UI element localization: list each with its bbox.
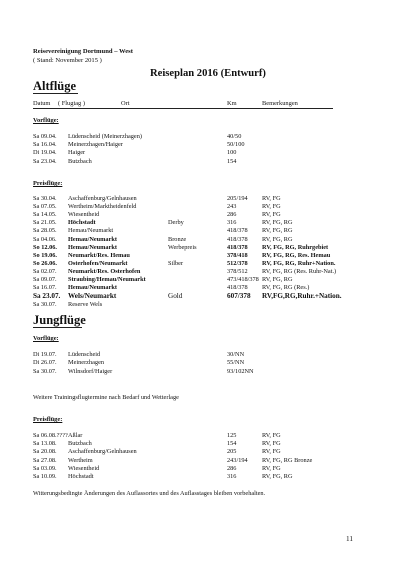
flight-remarks: RV, FG xyxy=(262,195,281,202)
flight-row xyxy=(33,203,373,211)
stand-date: ( Stand: November 2015 ) xyxy=(33,57,102,64)
flight-row xyxy=(33,141,373,149)
flight-location: Höchstadt xyxy=(68,473,94,480)
flight-prize-note: Bronze xyxy=(168,235,187,243)
flight-location: Lüdenscheid (Meinerzhagen) xyxy=(68,133,142,140)
column-header-ort: Ort xyxy=(121,100,130,107)
flight-distance: 243 xyxy=(227,203,237,211)
flight-date: Sa 07.05. xyxy=(33,203,57,211)
flight-remarks: RV, FG, RG, Res. Hemau xyxy=(262,251,331,259)
flight-row xyxy=(33,149,373,157)
flight-date: Sa 03.09. xyxy=(33,464,57,472)
flight-location: Wertheim/Marktheidenfeld xyxy=(68,203,137,211)
flight-distance: 286 xyxy=(227,211,237,219)
flight-prize-note: Werbepreis xyxy=(168,243,197,251)
subheading-jung-preisfluege: Preisflüge: xyxy=(33,416,63,423)
flight-row xyxy=(33,440,373,448)
column-header-flugtag: ( Flugtag ) xyxy=(58,100,85,107)
flight-date: So 26.06. xyxy=(33,259,57,267)
flight-location: Lüdenscheid xyxy=(68,351,101,358)
flight-distance: 286 xyxy=(227,464,237,472)
footer-note: Witterungsbedingte Änderungen des Auflassortes und des Auflasstages bleiben vorbehalten. xyxy=(33,490,266,497)
flight-remarks: RV, FG, RG (Res. Ruhr-Nat.) xyxy=(262,267,337,275)
flight-location: Höchstadt xyxy=(68,219,96,227)
flight-distance: 125 xyxy=(227,432,237,439)
flight-row xyxy=(33,211,373,219)
flight-date: Di 19.07. xyxy=(33,351,57,358)
flight-row xyxy=(33,219,373,227)
flight-remarks: RV, FG xyxy=(262,211,281,219)
flight-date: Sa 30.07. xyxy=(33,300,57,308)
flight-location: Aschaffenburg/Gelnhausen xyxy=(68,195,137,202)
flight-date: Sa 28.05. xyxy=(33,227,57,235)
flight-location: Wels/Neumarkt xyxy=(68,292,117,301)
flight-row xyxy=(33,292,373,300)
flight-date: Sa 23.07. xyxy=(33,292,61,301)
subheading-vorfluege: Vorflüge: xyxy=(33,117,59,124)
flight-location: Osterhofen/Neumarkt xyxy=(68,259,128,267)
flight-distance: 205/194 xyxy=(227,195,248,202)
flight-distance: 30/NN xyxy=(227,351,245,358)
flight-row xyxy=(33,359,373,367)
organization-name: Reisevereinigung Dortmund – West xyxy=(33,48,133,55)
flight-location: Wiesentheid xyxy=(68,464,100,472)
flight-location: Meinerzhagen xyxy=(68,359,105,367)
flight-date: Sa 27.08. xyxy=(33,456,57,464)
flight-location: Hemau/Neumarkt xyxy=(68,227,114,235)
flight-row xyxy=(33,351,373,359)
flight-row xyxy=(33,227,373,235)
flight-distance: 473/418/378 xyxy=(227,276,259,283)
flight-location: Hemau/Neumarkt xyxy=(68,235,117,243)
flight-location: Hemau/Neumarkt xyxy=(68,243,117,251)
flight-location: Neumarkt/Res. Hemau xyxy=(68,251,130,259)
document-title: Reiseplan 2016 (Entwurf) xyxy=(150,68,266,79)
flight-distance: 93/102NN xyxy=(227,367,254,375)
subheading-jung-vorfluege: Vorflüge: xyxy=(33,335,59,342)
flight-location: Aßlar xyxy=(68,432,83,439)
flight-location: Wilnsdorf/Haiger xyxy=(68,367,113,375)
flight-date: Di 26.07. xyxy=(33,359,57,367)
flight-row xyxy=(33,368,373,376)
flight-remarks: RV, FG, RG xyxy=(262,473,293,480)
flight-distance: 205 xyxy=(227,448,237,456)
flight-distance: 378/512 xyxy=(227,267,248,275)
flight-remarks: RV, FG xyxy=(262,432,281,439)
flight-row xyxy=(33,465,373,473)
flight-row xyxy=(33,252,373,260)
flight-date: So 19.06. xyxy=(33,251,57,259)
flight-location: Hemau/Neumarkt xyxy=(68,284,117,292)
flight-row xyxy=(33,284,373,292)
flight-row xyxy=(33,457,373,465)
flight-date: Sa 21.05. xyxy=(33,219,57,227)
flight-date: Sa 16.04. xyxy=(33,141,57,149)
flight-location: Haiger xyxy=(68,149,86,157)
flight-remarks: RV, FG xyxy=(262,448,281,456)
column-header-datum: Datum xyxy=(33,100,51,107)
flight-date: Sa 16.07. xyxy=(33,284,57,292)
flight-row xyxy=(33,448,373,456)
flight-distance: 418/378 xyxy=(227,284,248,292)
flight-date: Sa 13.08. xyxy=(33,440,57,448)
flight-remarks: RV, FG, RG Bronze xyxy=(262,456,313,464)
flight-remarks: RV, FG, RG xyxy=(262,235,293,243)
flight-remarks: RV,FG,RG,Ruhr.+Nation. xyxy=(262,292,342,301)
flight-date: Sa 04.06. xyxy=(33,235,57,243)
flight-distance: 100 xyxy=(227,149,237,157)
flight-distance: 154 xyxy=(227,440,237,448)
flight-remarks: RV, FG xyxy=(262,440,281,448)
flight-distance: 418/378 xyxy=(227,243,248,251)
page-number: 11 xyxy=(346,535,353,543)
subheading-preisfluege: Preisflüge: xyxy=(33,180,63,187)
flight-row xyxy=(33,195,373,203)
flight-row xyxy=(33,244,373,252)
flight-distance: 40/50 xyxy=(227,133,242,140)
flight-distance: 154 xyxy=(227,157,237,165)
flight-date: Sa 30.07. xyxy=(33,367,57,375)
flight-location: Meinerzhagen/Haiger xyxy=(68,141,123,149)
flight-location: Butzbach xyxy=(68,157,92,165)
flight-row xyxy=(33,158,373,166)
flight-distance: 512/378 xyxy=(227,259,248,267)
flight-date: Sa 14.05. xyxy=(33,211,57,219)
flight-date: Sa 09.07. xyxy=(33,276,57,283)
flight-location: Wiesentheid xyxy=(68,211,100,219)
flight-date: Sa 09.04. xyxy=(33,133,57,140)
flight-distance: 316 xyxy=(227,219,237,227)
flight-distance: 418/378 xyxy=(227,227,248,235)
flight-date: So 12.06. xyxy=(33,243,57,251)
flight-distance: 378/418 xyxy=(227,251,248,259)
flight-distance: 418/378 xyxy=(227,235,248,243)
flight-row xyxy=(33,236,373,244)
flight-distance: 607/378 xyxy=(227,292,251,301)
flight-date: Sa 30.04. xyxy=(33,195,57,202)
flight-prize-note: Derby xyxy=(168,219,184,227)
flight-date: Sa 06.08.???? xyxy=(33,432,68,439)
section-title-altfluege: Altflüge xyxy=(33,79,77,93)
flight-row xyxy=(33,473,373,481)
flight-date: Sa 02.07. xyxy=(33,267,57,275)
flight-location: Neumarkt/Res. Osterhofen xyxy=(68,267,141,275)
flight-row xyxy=(33,133,373,141)
flight-location: Reserve Wels xyxy=(68,300,103,308)
flight-row xyxy=(33,301,373,309)
flight-row xyxy=(33,276,373,284)
flight-remarks: RV, FG, RG xyxy=(262,227,293,235)
flight-remarks: RV, FG, RG (Res.) xyxy=(262,284,310,292)
flight-prize-note: Silber xyxy=(168,259,184,267)
flight-date: Sa 20.08. xyxy=(33,448,57,456)
flight-distance: 55/NN xyxy=(227,359,245,367)
section-title-jungfluege: Jungflüge xyxy=(33,313,86,327)
flight-remarks: RV, FG xyxy=(262,464,281,472)
flight-distance: 243/194 xyxy=(227,456,248,464)
flight-location: Aschaffenburg/Gelnhausen xyxy=(68,448,137,456)
flight-distance: 316 xyxy=(227,473,237,480)
column-header-km: Km xyxy=(227,100,237,107)
flight-date: Di 19.04. xyxy=(33,149,57,157)
flight-remarks: RV, FG, RG xyxy=(262,276,293,283)
flight-prize-note: Gold xyxy=(168,292,183,301)
flight-date: Sa 10.09. xyxy=(33,473,57,480)
flight-location: Straubing/Hemau/Neumarkt xyxy=(68,276,146,283)
flight-remarks: RV, FG xyxy=(262,203,281,211)
flight-distance: 50/100 xyxy=(227,141,245,149)
flight-row xyxy=(33,260,373,268)
flight-location: Wertheim xyxy=(68,456,93,464)
flight-location: Butzbach xyxy=(68,440,92,448)
flight-remarks: RV, FG, RG xyxy=(262,219,293,227)
training-note: Weitere Trainingsflugtermine nach Bedarf und Wetterlage xyxy=(33,394,179,401)
flight-remarks: RV, FG, RG, Ruhrgebiet xyxy=(262,243,329,251)
column-header-bemerkungen: Bemerkungen xyxy=(262,100,298,107)
flight-remarks: RV, FG, RG, Ruhr+Nation. xyxy=(262,259,336,267)
flight-row xyxy=(33,432,373,440)
flight-row xyxy=(33,268,373,276)
flight-date: Sa 23.04. xyxy=(33,157,57,165)
